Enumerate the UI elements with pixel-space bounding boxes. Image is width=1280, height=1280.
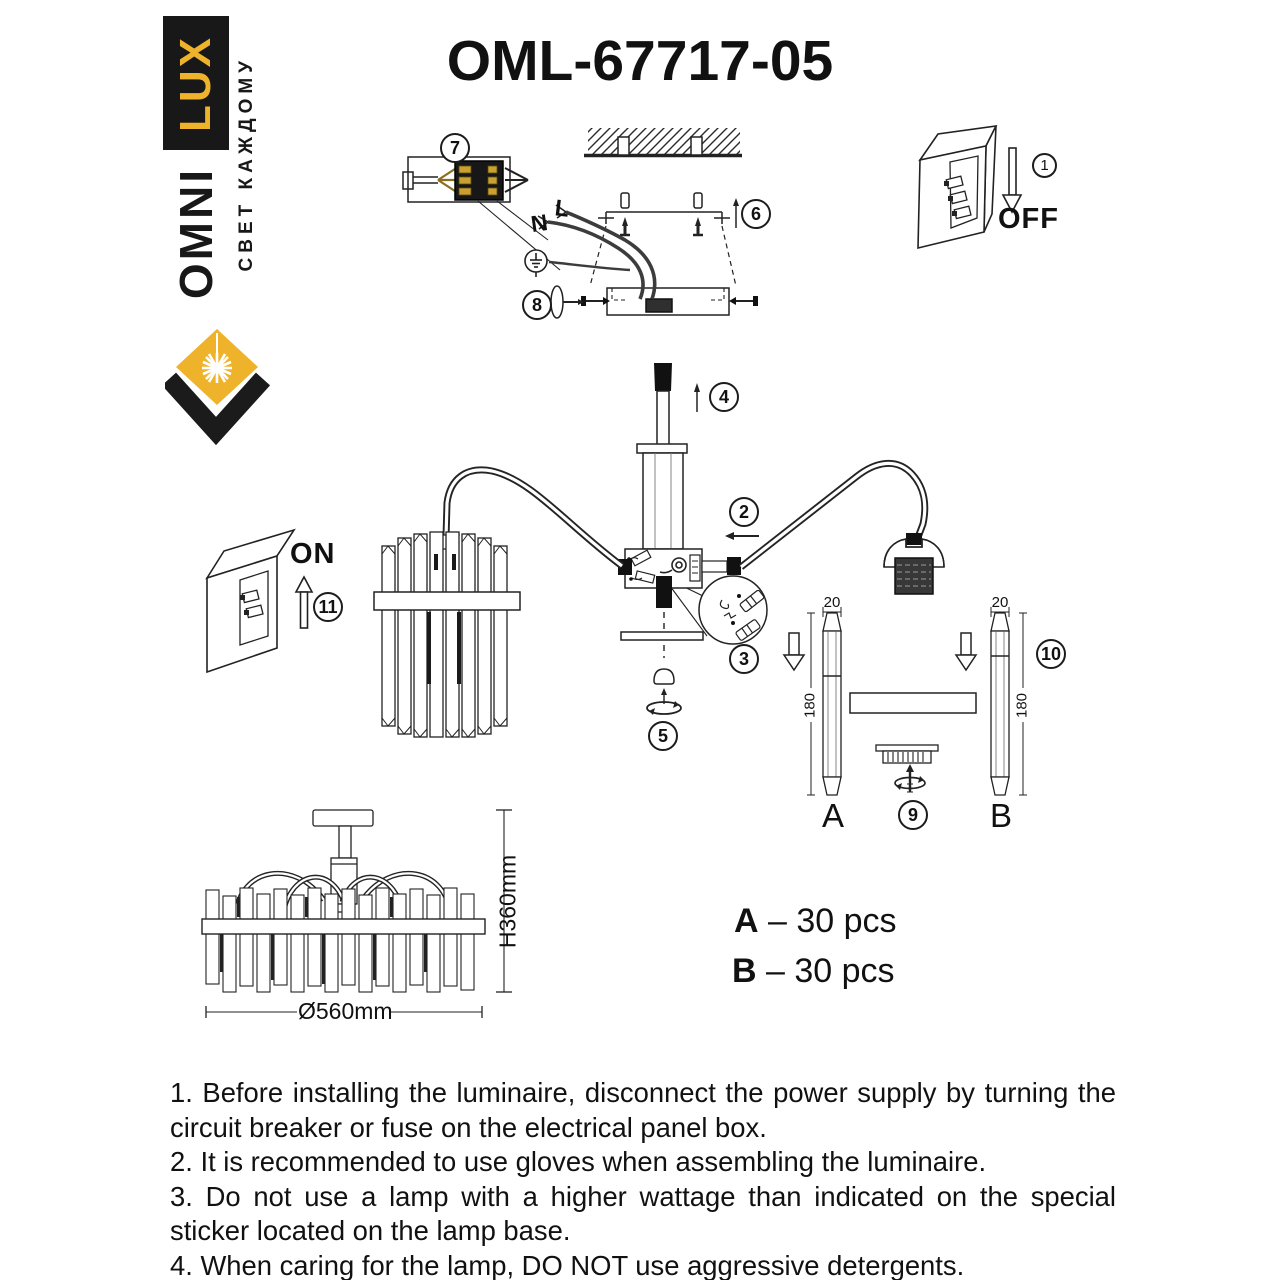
finial-knob <box>654 669 674 684</box>
step-6-badge: 6 <box>741 199 771 229</box>
step-5-badge: 5 <box>648 721 678 751</box>
page-title-model-number: OML-67717-05 <box>446 29 834 93</box>
lamp-socket <box>884 533 944 594</box>
screw-rotate-icon <box>895 764 925 792</box>
fixture-height-label: H360mm <box>494 854 521 949</box>
dowel-hole <box>618 137 629 155</box>
wall-anchor <box>694 193 702 208</box>
part-a-label: A <box>821 797 844 834</box>
diagram-dimensions <box>202 810 512 1018</box>
crystal-a-height-label: 180 <box>801 692 819 719</box>
instruction-item: 3. Do not use a lamp with a higher wattage than indicated on the special sticker located on the lamp base. <box>170 1180 1116 1246</box>
crystal-shade <box>374 532 520 737</box>
step-4-badge: 4 <box>709 382 739 412</box>
fixture-diameter-label: Ø560mm <box>298 998 393 1024</box>
crystal-bar <box>850 693 976 713</box>
step-8-badge: 8 <box>522 290 552 320</box>
crystal-a-width-label: 20 <box>823 594 841 611</box>
arrow-up-icon <box>733 198 739 228</box>
brand-tagline: СВЕТ КАЖДОМУ <box>236 56 257 272</box>
parts-count-b: B – 30 pcs <box>732 952 895 990</box>
center-column <box>643 453 683 549</box>
crystal-ring <box>202 888 485 992</box>
crystal-b-height-label: 180 <box>1013 692 1031 719</box>
parts-count-a: A – 30 pcs <box>734 902 897 940</box>
bottom-plate <box>621 632 703 640</box>
dowel-hole <box>691 137 702 155</box>
step-7-badge: 7 <box>440 133 470 163</box>
step-2-badge: 2 <box>729 497 759 527</box>
step-11-badge: 11 <box>313 592 343 622</box>
diagram-crystal-parts <box>784 607 1027 795</box>
screw-icon <box>622 217 701 234</box>
arrow-down-icon <box>956 633 976 670</box>
mounting-bracket <box>598 212 730 224</box>
part-b-label: B <box>989 797 1012 834</box>
brand-omni-text: OMNI <box>170 166 222 300</box>
step-3-badge: 3 <box>729 644 759 674</box>
magnifier-detail <box>699 576 767 644</box>
step-1-badge: 1 <box>1032 153 1057 178</box>
step-10-badge: 10 <box>1036 639 1066 669</box>
instructions-list <box>170 1076 1116 1280</box>
off-label: OFF <box>998 203 1059 235</box>
hub-stud <box>656 576 672 608</box>
crystal-b-width-label: 20 <box>991 594 1009 611</box>
wire-l-label: L <box>553 194 571 222</box>
brand-logo-mark <box>165 325 300 445</box>
wire-n-label: N <box>529 208 550 238</box>
diagram-chandelier-assembly <box>374 363 944 737</box>
instruction-item: 2. It is recommended to use gloves when assembling the luminaire. <box>170 1146 987 1177</box>
instruction-item: 4. When caring for the lamp, DO NOT use aggressive detergents. <box>170 1249 965 1280</box>
brand-lux-text: LUX <box>171 34 220 132</box>
ribbed-ring <box>876 745 938 763</box>
wall-anchor <box>621 193 629 208</box>
step-9-badge: 9 <box>898 800 928 830</box>
hanger-pin <box>654 363 672 391</box>
arrow-down-icon <box>784 633 804 670</box>
shade-band <box>374 592 520 610</box>
on-label: ON <box>290 538 336 570</box>
cable-gland <box>646 299 672 312</box>
arrow-up-icon <box>296 577 312 628</box>
ceiling-hatch <box>588 128 740 155</box>
ground-icon <box>525 250 547 277</box>
instruction-item: 1. Before installing the luminaire, disconnect the power supply by turning the circuit breaker or fuse on the electrical panel box. <box>170 1077 1116 1143</box>
washer-screw-icon <box>551 286 584 318</box>
